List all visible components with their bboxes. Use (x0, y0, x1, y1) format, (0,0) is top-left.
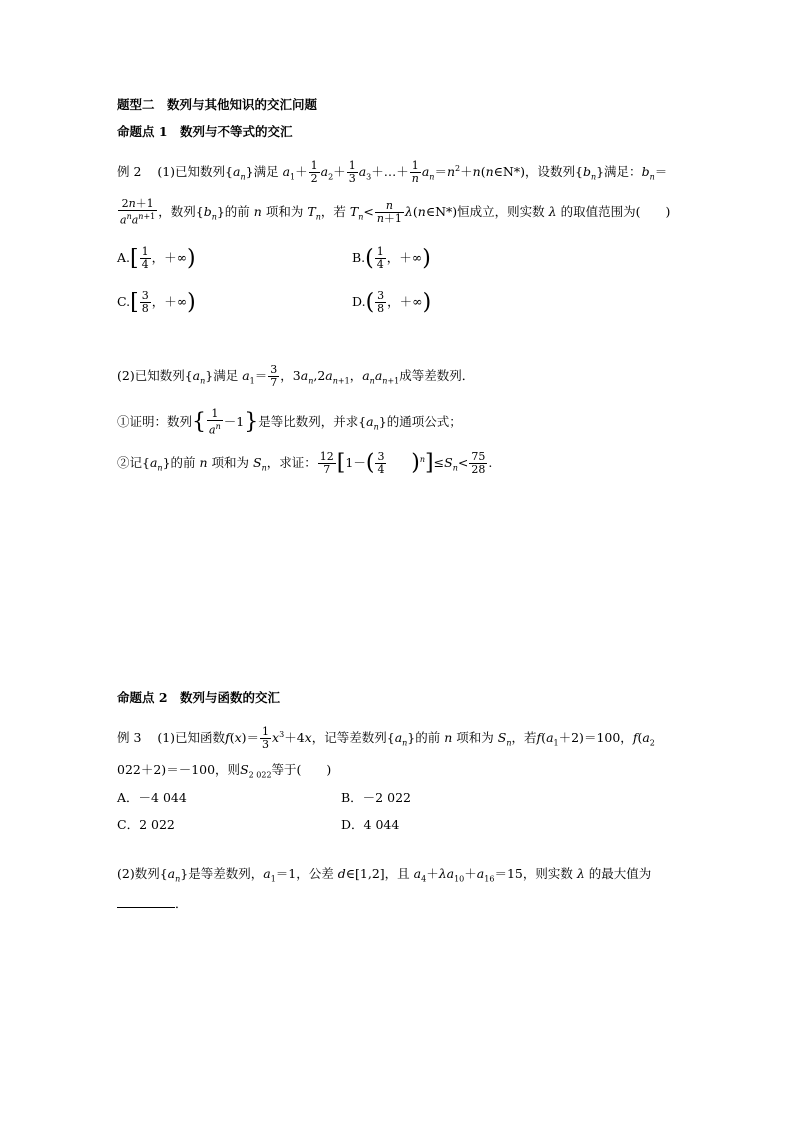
ex3-answer-blank-line: ． (117, 896, 188, 912)
ex2-option-c[interactable]: C.[ $\frac{3}{8}$ ，＋∞) (117, 289, 196, 315)
ex2-label: 例 2 (117, 164, 142, 179)
ex2-question2: ②记$\{a_n\}$的前 n 项和为 $S_n$，求证： $\frac{12}{7}$ [1－( $\frac{3}{4}$ )$^n]\le S_n<$ $\frac{75}{28}$ . (117, 450, 493, 476)
ex3-option-b[interactable]: B．－2 022 (341, 790, 411, 805)
ex3-option-a[interactable]: A．－4 044 (117, 790, 187, 805)
ex2-option-d[interactable]: D.( $\frac{3}{8}$ ，＋∞) (352, 289, 432, 315)
answer-blank[interactable] (117, 897, 175, 908)
ex2-line1: 例 2 (1)已知数列$\{a_n\}$满足 $a_1+$ $\frac{1}{2}$ $a_2+$ $\frac{1}{3}$ $a_3+\dots+$ $\frac{1}{n}$ $a_n=n^2+n(n\in N*)$，设数列$\{b_n\}$满足：$b_n=$ (117, 159, 668, 185)
ex2-option-b[interactable]: B.( $\frac{1}{4}$ ，＋∞) (352, 245, 431, 271)
ex2-option-a[interactable]: A.[ $\frac{1}{4}$ ，＋∞) (117, 245, 196, 271)
point1-title: 命题点 1 数列与不等式的交汇 (117, 124, 293, 139)
ex2-part2: (2)已知数列$\{a_n\}$满足 $a_1=$ $\frac{3}{7}$ ，$3a_n,2a_{n+1}$，$a_na_{n+1}$成等差数列． (117, 363, 475, 389)
ex2-line2: $\frac{2n+1}{a^na^{n+1}}$ ，数列$\{b_n\}$的前 n 项和为 $T_n$，若 $T_n<$ $\frac{n}{n+1}$ λ(n∈N*)恒成立，则实数 λ 的取值范围为( ) (120, 197, 671, 227)
ex3-line2: 022＋2)＝－100，则$S_{2 022}$等于( ) (117, 762, 332, 780)
ex2-question1: ①证明：数列{ $\frac{1}{a^n}$ －1}是等比数列，并求$\{a_n\}$的通项公式； (117, 407, 462, 437)
ex3-label: 例 3 (117, 730, 142, 745)
point2-title: 命题点 2 数列与函数的交汇 (117, 690, 281, 705)
section-title: 题型二 数列与其他知识的交汇问题 (117, 97, 318, 112)
ex3-part2: (2)数列$\{a_n\}$是等差数列，$a_1=1$，公差 d∈[1,2]，且 $a_4+\lambda a_{10}+a_{16}=15$，则实数 λ 的最大值为 (117, 866, 652, 884)
ex3-line1: 例 3 (1)已知函数f(x)＝ $\frac{1}{3}$ $x^3+4x$，记等差数列$\{a_n\}$的前 n 项和为 $S_n$，若$f(a_1+2)=100$，$f(a_2$ (117, 725, 655, 751)
ex3-option-d[interactable]: D．4 044 (341, 817, 400, 832)
ex3-option-c[interactable]: C．2 022 (117, 817, 175, 832)
